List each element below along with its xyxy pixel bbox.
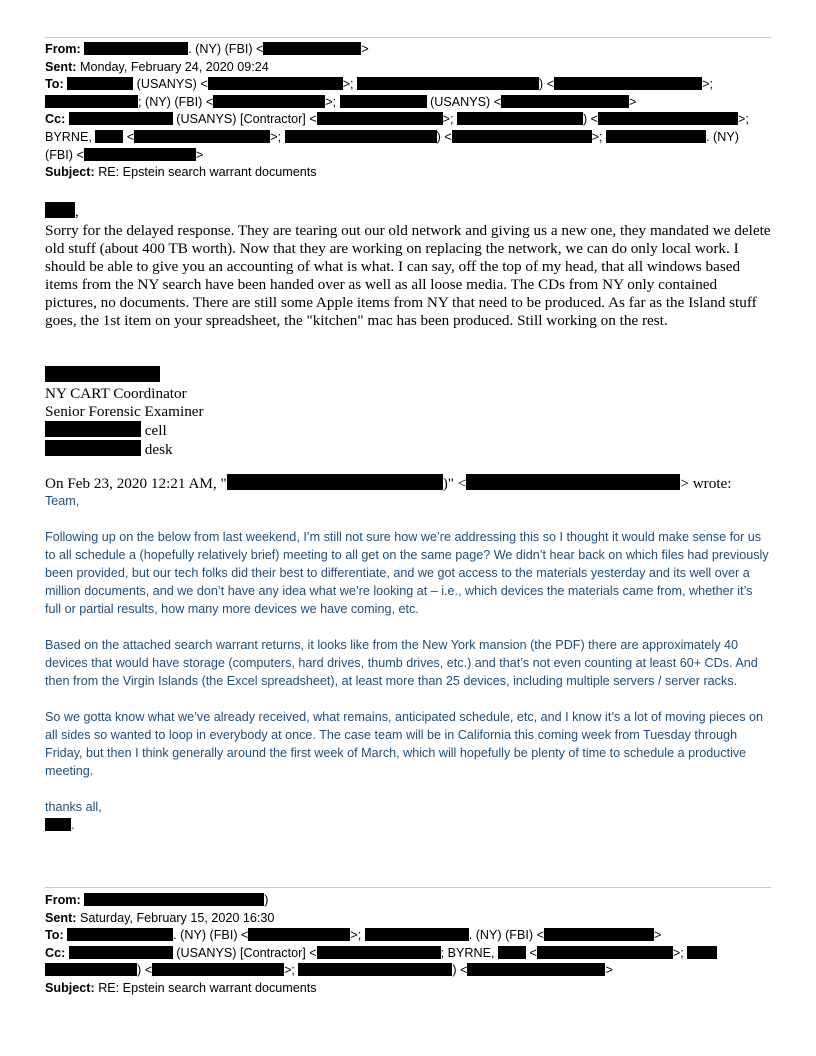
top-divider — [45, 37, 771, 38]
redaction — [45, 440, 141, 456]
redaction — [45, 366, 160, 382]
redaction — [45, 95, 138, 108]
quoted-greeting: Team, — [45, 494, 80, 508]
divider — [45, 887, 771, 888]
sig-title: Senior Forensic Examiner — [45, 403, 204, 420]
redaction — [45, 202, 75, 218]
redaction — [466, 474, 680, 490]
redaction — [227, 474, 443, 490]
cc-line: Cc: (USANYS) [Contractor] < >; ) < >; — [45, 112, 749, 127]
redaction — [84, 893, 264, 906]
redaction — [285, 130, 437, 143]
redaction — [152, 963, 284, 976]
reply-greeting: , — [45, 202, 79, 221]
redaction — [606, 130, 706, 143]
redaction — [208, 77, 343, 90]
subject-line: Subject: RE: Epstein search warrant documents — [45, 980, 317, 995]
quoted-paragraph: So we gotta know what we’ve already received, what remains, anticipated schedule, etc, and I know it’s a lot of moving pieces on all sides so wanted to loop in everybody at once. The case team will be in California this coming week from Tuesday through Friday, but then I think generally around the first week of March, which will hopefully be plenty of time to schedule a productive meeting. — [45, 710, 764, 778]
redaction — [248, 928, 350, 941]
quoted-paragraph: Following up on the below from last weekend, I’m still not sure how we’re addressing this so I thought it would make sense for us to all schedule a (hopefully relatively brief) meeting to all get on the same page? We didn’t hear back on which files had previously been provided, but our tech folks did their best to differentiate, and we got access to the materials yesterday and its well over a million documents, and we don’t have any idea what we’re looking at – i.e., which devices the materials came from, whether it’s full or partial results, how many more devices we have coming, etc. — [45, 530, 769, 616]
redaction — [263, 42, 361, 55]
quoted-message — [45, 492, 771, 834]
redaction — [317, 112, 443, 125]
redaction — [317, 946, 441, 959]
quote-intro: On Feb 23, 2020 12:21 AM, " )" < > wrote: — [45, 475, 732, 492]
redaction — [67, 928, 173, 941]
redaction — [45, 963, 137, 976]
sent-line: Sent: Monday, February 24, 2020 09:24 — [45, 59, 269, 74]
redaction — [45, 421, 141, 437]
redaction — [537, 946, 673, 959]
cc-line-cont: ) < >; ) < > — [45, 962, 717, 980]
redaction — [69, 112, 173, 125]
sig-desk: desk — [45, 440, 445, 459]
email-header-1 — [45, 41, 749, 182]
quoted-closing: thanks all, — [45, 800, 102, 814]
redaction — [365, 928, 469, 941]
redaction — [69, 946, 173, 959]
redaction — [457, 112, 583, 125]
cc-line-cont: BYRNE, < >; ) < >; . (NY) — [45, 129, 739, 144]
redaction — [687, 946, 717, 959]
to-line: To: (USANYS) < >; ) < >; — [45, 77, 713, 92]
sig-cell: cell — [45, 421, 445, 440]
redaction — [452, 130, 592, 143]
from-line: From: . (NY) (FBI) < > — [45, 42, 369, 56]
reply-body: Sorry for the delayed response. They are tearing out our old network and giving us a new one, they mandated we delete old stuff (about 400 TB worth). Now that they are working on replacing the network, we can do only local work. I should be able to give you an accounting of what is what. I can say, off the top of my head, that all windows based items from the NY search have been handed over as well as all loose media. The CDs from NY only contained pictures, no documents. There are still some Apple items from NY that need to be produced. As far as the Island stuff goes, the 1st item on your spreadsheet, the "kitchen" mac has been produced. Still working on the rest. — [45, 222, 771, 329]
quoted-signoff: . — [45, 816, 771, 834]
redaction — [84, 148, 196, 161]
redaction — [298, 963, 452, 976]
redaction — [95, 130, 123, 143]
to-line: To: . (NY) (FBI) < >; . (NY) (FBI) < > — [45, 928, 662, 943]
redaction — [357, 77, 539, 90]
redaction — [554, 77, 702, 90]
to-line-cont: ; (NY) (FBI) < >; (USANYS) < > — [45, 94, 749, 112]
redaction — [501, 95, 629, 108]
redaction — [84, 42, 188, 55]
from-line: From: ) — [45, 893, 269, 907]
redaction — [598, 112, 738, 125]
redaction — [467, 963, 605, 976]
email-header-2 — [45, 892, 717, 998]
signature — [45, 366, 445, 459]
redaction — [45, 818, 71, 831]
redaction — [340, 95, 427, 108]
quoted-paragraph: Based on the attached search warrant returns, it looks like from the New York mansion (the PDF) there are approximately 40 devices that would have storage (computers, hard drives, thumb drives, etc.) and that’s not even counting at least 60+ CDs. And then from the Virgin Islands (the Excel spreadsheet), at least more than 25 devices, including multiple servers / server racks. — [45, 638, 758, 688]
sig-title: NY CART Coordinator — [45, 385, 187, 402]
cc-line: Cc: (USANYS) [Contractor] < ; BYRNE, < >; — [45, 945, 717, 963]
redaction — [134, 130, 270, 143]
redaction — [213, 95, 325, 108]
redaction — [544, 928, 654, 941]
cc-line-cont2: (FBI) < > — [45, 147, 204, 162]
redaction — [498, 946, 526, 959]
subject-line: Subject: RE: Epstein search warrant documents — [45, 165, 317, 180]
redaction — [67, 77, 133, 90]
sent-line: Sent: Saturday, February 15, 2020 16:30 — [45, 910, 275, 925]
